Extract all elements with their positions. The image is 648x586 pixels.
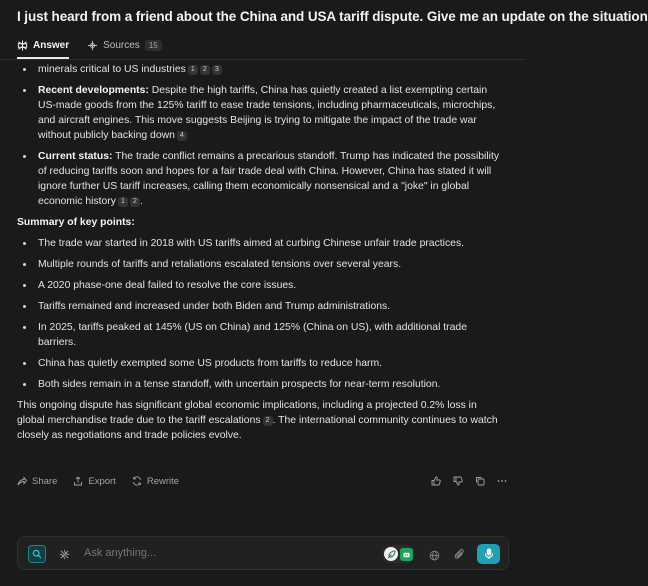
research-mode-toggle[interactable] xyxy=(55,545,73,563)
bullet-text: The trade conflict remains a precarious standoff. Trump has indicated the possibility of reducing tariffs soon and hopes for a fair trade deal with China. However, China has stated it will ignore further US tariff increases, calling them economically nonsensical and a "joke" in global economic history xyxy=(38,151,500,207)
copy-button[interactable] xyxy=(475,476,485,486)
list-item xyxy=(17,257,507,272)
list-item: Current status: The trade conflict remains a precarious standoff. Trump has indicated the possibility of reducing tariffs soon and hopes for a fair trade deal with China. However, China has stated it will ignore further US tariff increases, calling them economically nonsensical and a "joke" in global economic history 1 2 . xyxy=(17,149,507,209)
citation-badge[interactable]: 2 xyxy=(200,65,210,75)
answer-body xyxy=(17,62,507,443)
closing-text-end: . The international community continues to watch closely as negotiations and trade policies evolve. xyxy=(17,415,498,441)
research-icon xyxy=(59,549,70,560)
answer-tabs xyxy=(17,37,180,53)
header-divider xyxy=(0,59,526,60)
summary-heading: Summary of key points: xyxy=(17,217,135,228)
list-item xyxy=(17,377,507,392)
feedback-controls xyxy=(419,476,507,486)
share-button[interactable] xyxy=(17,476,57,487)
bullet-heading: Recent developments: xyxy=(38,85,149,96)
bullet-heading: Current status: xyxy=(38,151,113,162)
list-item xyxy=(17,299,507,314)
search-icon xyxy=(32,549,42,559)
summary-item: Tariffs remained and increased under both Biden and Trump administrations. xyxy=(38,301,391,312)
thumbs-up-icon xyxy=(431,476,441,486)
fragment-text: minerals critical to US industries xyxy=(38,64,186,75)
list-item xyxy=(17,356,507,371)
model-selector[interactable] xyxy=(382,545,415,563)
thumbs-up-button[interactable] xyxy=(431,476,441,486)
paperclip-icon xyxy=(454,548,465,560)
perplexity-logo-icon xyxy=(17,40,28,51)
summary-item: A 2020 phase-one deal failed to resolve the core issues. xyxy=(38,280,297,291)
ask-input[interactable] xyxy=(84,547,314,559)
list-item xyxy=(17,278,507,293)
citation-badge[interactable]: 4 xyxy=(177,131,187,141)
thumbs-down-icon xyxy=(453,476,463,486)
citation-badge[interactable]: 1 xyxy=(118,197,128,207)
summary-item: China has quietly exempted some US products from tariffs to reduce harm. xyxy=(38,358,383,369)
answer-actions xyxy=(17,474,507,488)
tab-answer-label: Answer xyxy=(33,39,70,51)
voice-input-button[interactable] xyxy=(477,544,500,564)
search-mode-toggle[interactable] xyxy=(28,545,46,563)
rewrite-button[interactable] xyxy=(132,476,179,487)
more-dots-icon xyxy=(497,476,507,486)
export-icon xyxy=(73,476,83,486)
thumbs-down-button[interactable] xyxy=(453,476,463,486)
globe-icon xyxy=(429,550,440,561)
share-icon xyxy=(17,476,27,486)
tab-sources[interactable] xyxy=(87,40,162,51)
thread-title: I just heard from a friend about the China and USA tariff dispute. Give me an update on the situation xyxy=(17,9,648,24)
citation-badge[interactable]: 2 xyxy=(263,416,273,426)
share-label: Share xyxy=(32,475,58,487)
copy-icon xyxy=(475,476,485,486)
closing-text: This ongoing dispute has significant global economic implications, including a projected 0.2% loss in global merchandise trade due to the tariff escalations xyxy=(17,400,477,426)
closing-paragraph xyxy=(17,398,507,443)
rewrite-label: Rewrite xyxy=(146,475,180,487)
tab-answer[interactable] xyxy=(17,40,69,51)
tab-sources-label: Sources xyxy=(103,39,140,51)
list-item xyxy=(17,236,507,251)
citation-badge[interactable]: 3 xyxy=(212,65,222,75)
summary-item: In 2025, tariffs peaked at 145% (US on China) and 125% (China on US), with additional trade barriers. xyxy=(38,322,467,348)
ask-input-bar xyxy=(17,536,509,570)
attach-button[interactable] xyxy=(454,547,465,565)
bullet-text: Despite the high tariffs, China has quietly created a list exempting certain US-made goods from the 125% tariff to ease trade tensions, including pharmaceuticals, microchips, and aircraft engines. This move suggests Beijing is trying to mitigate the impact of the trade war without publicly backing down xyxy=(38,85,496,141)
summary-item: The trade war started in 2018 with US tariffs aimed at curbing Chinese unfair trade practices. xyxy=(38,238,465,249)
export-label: Export xyxy=(88,475,116,487)
feather-model-icon xyxy=(384,547,398,561)
list-item xyxy=(17,62,507,77)
sources-icon xyxy=(87,40,98,51)
export-button[interactable] xyxy=(73,476,115,487)
list-item xyxy=(17,320,507,350)
more-options-button[interactable] xyxy=(497,476,507,486)
microphone-icon xyxy=(484,548,494,560)
summary-item: Multiple rounds of tariffs and retaliations escalated tensions over several years. xyxy=(38,259,402,270)
list-item xyxy=(17,83,507,143)
summary-item: Both sides remain in a tense standoff, with uncertain prospects for near-term resolution. xyxy=(38,379,441,390)
sources-count-badge: 15 xyxy=(145,40,162,51)
globe-button[interactable] xyxy=(429,548,440,566)
rewrite-icon xyxy=(132,476,142,486)
citation-badge[interactable]: 1 xyxy=(188,65,198,75)
assistant-model-icon xyxy=(400,548,413,561)
citation-badge[interactable]: 2 xyxy=(130,197,140,207)
